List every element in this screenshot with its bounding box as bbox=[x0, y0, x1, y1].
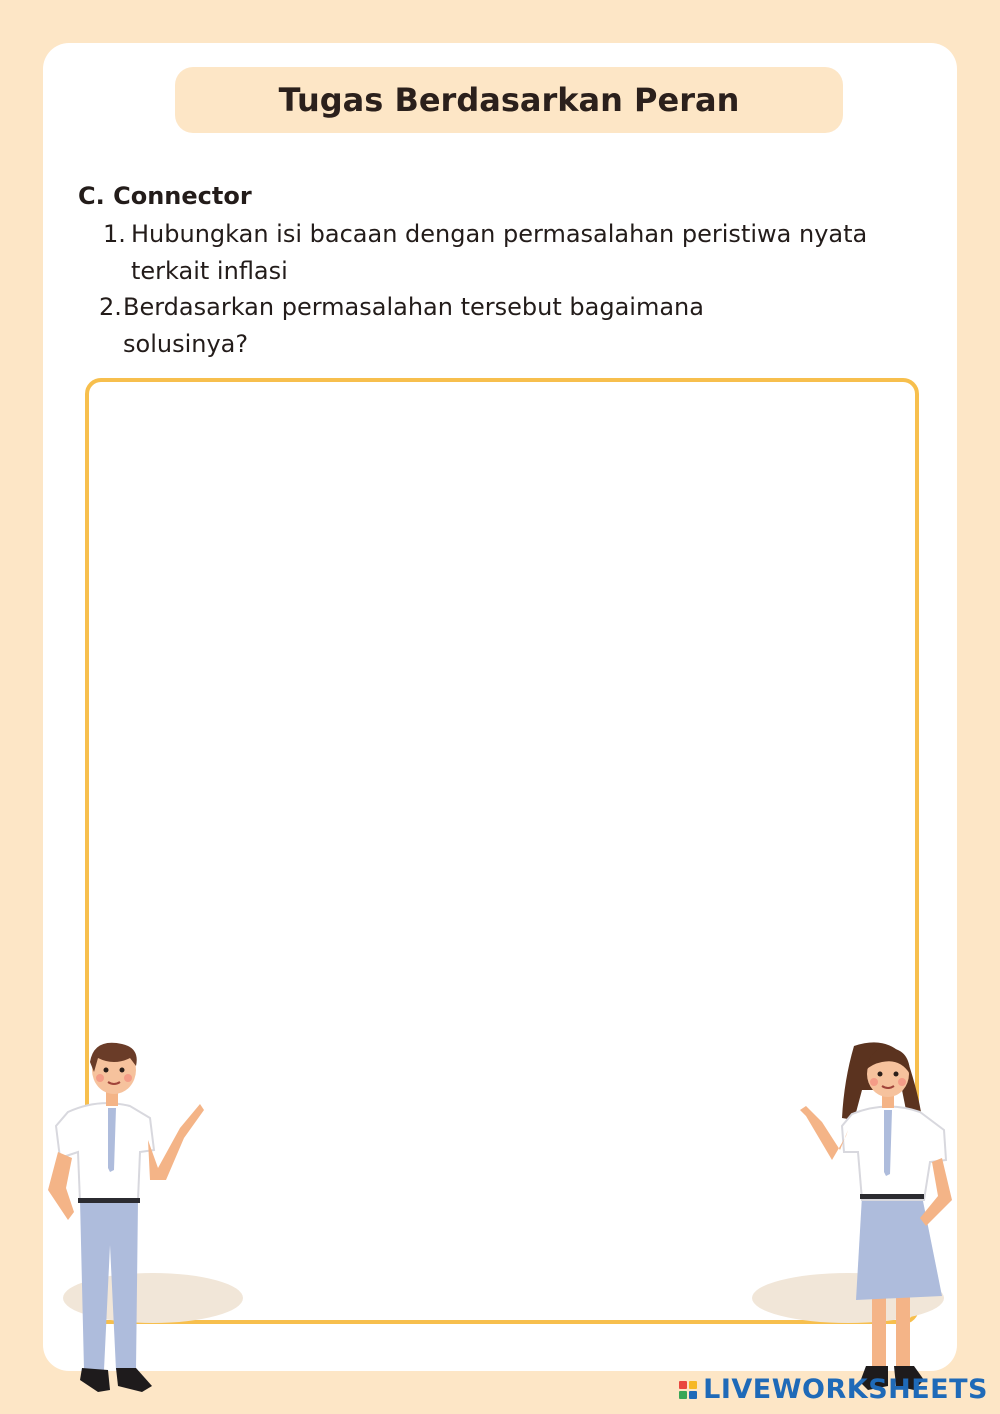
task-item bbox=[103, 216, 903, 290]
task-number: 1. bbox=[103, 220, 126, 248]
watermark-text: LIVEWORKSHEETS bbox=[703, 1374, 988, 1405]
boy-student-illustration bbox=[38, 1040, 218, 1400]
page-title: Tugas Berdasarkan Peran bbox=[175, 67, 843, 133]
task-text: Hubungkan isi bacaan dengan permasalahan peristiwa nyata terkait inflasi bbox=[131, 220, 868, 285]
section-heading: C. Connector bbox=[78, 182, 252, 210]
liveworksheets-watermark bbox=[679, 1374, 988, 1405]
girl-student-illustration bbox=[796, 1040, 966, 1400]
liveworksheets-logo-icon bbox=[679, 1381, 697, 1399]
task-item bbox=[99, 289, 899, 363]
task-number: 2. bbox=[99, 293, 122, 321]
task-text: Berdasarkan permasalahan tersebut bagaimana solusinya? bbox=[123, 293, 704, 358]
